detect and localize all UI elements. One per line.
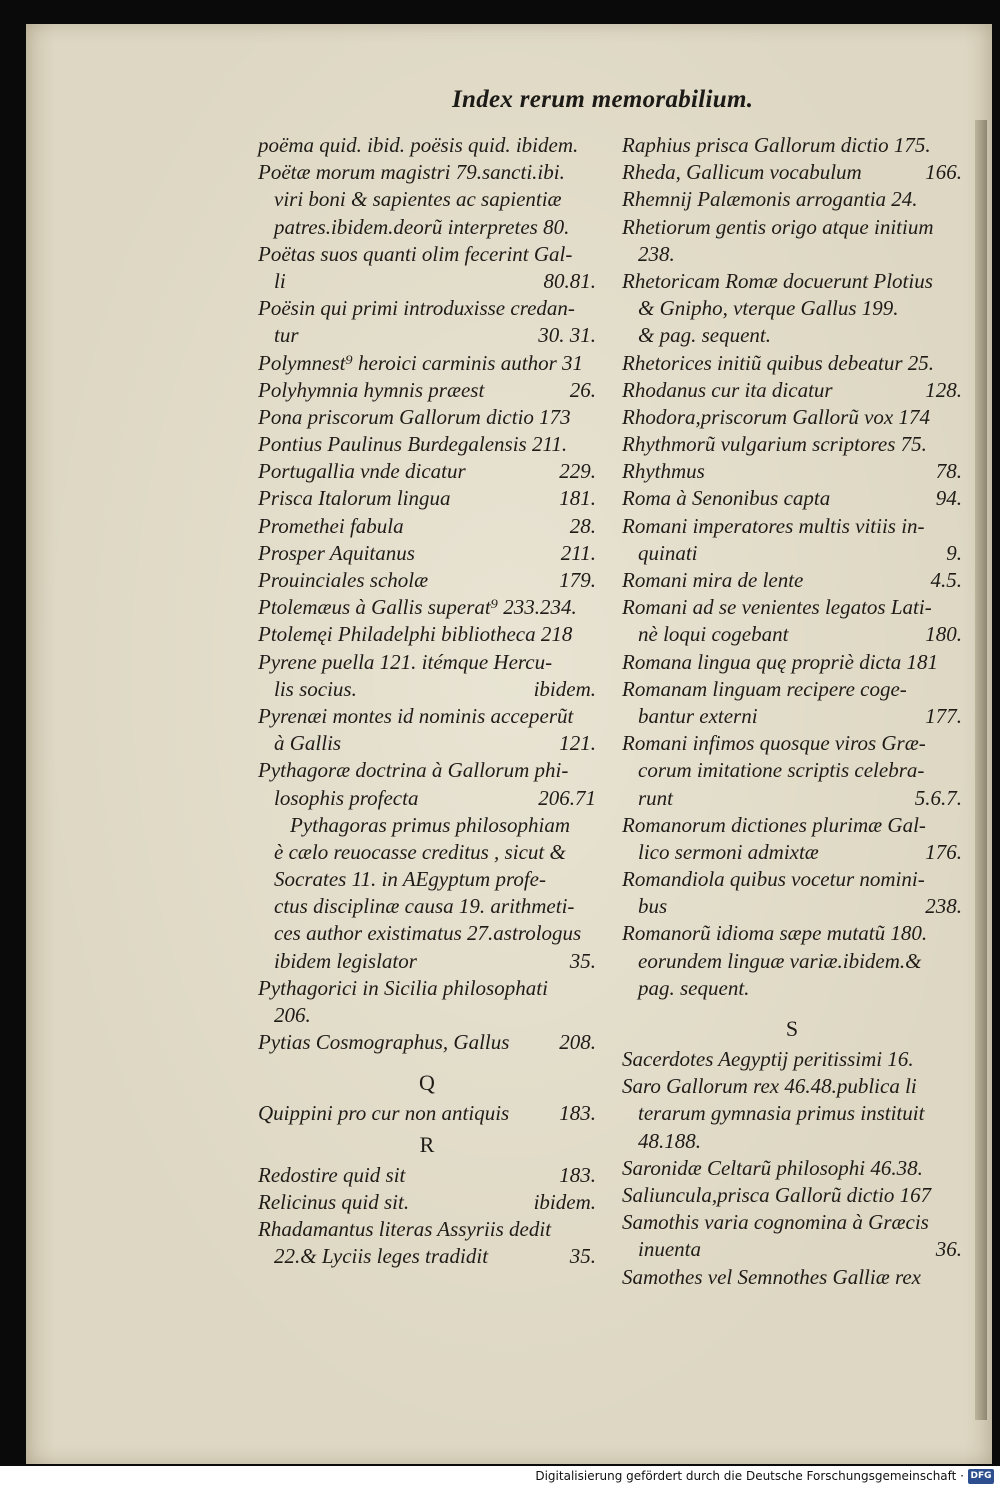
entry-text: Roma à Senonibus capta (622, 486, 831, 511)
entry-text: Romani infimos quosque viros Græ- (622, 731, 926, 756)
entry-text: Rhetiorum gentis origo atque initium (622, 214, 934, 239)
entry-text: poëma quid. ibid. poësis quid. ibidem. (258, 133, 579, 157)
entry-page-ref: 121. (559, 731, 596, 756)
index-entry-line (622, 540, 962, 567)
entry-text: Pytias Cosmographus, Gallus (258, 1030, 510, 1055)
index-entry-line (258, 1002, 596, 1029)
index-entry-line (258, 322, 596, 349)
entry-page-ref: 35. (569, 948, 596, 973)
entry-text: Romani ad se venientes legatos Lati- (622, 595, 932, 620)
entry-text: eorundem linguæ variæ.ibidem.& (638, 948, 922, 973)
index-entry-line (622, 350, 962, 377)
entry-text: 48.188. (638, 1128, 701, 1153)
entry-page-ref: 177. (925, 703, 962, 728)
index-entries-r-cont (622, 132, 962, 1002)
section-letter-q: Q (419, 1070, 435, 1096)
index-entry-line (622, 1236, 962, 1263)
entry-text: Rhythmus (622, 459, 705, 484)
entry-page-ref: 78. (935, 459, 962, 484)
index-entry-line (622, 1100, 962, 1127)
entry-text: Prisca Italorum lingua (258, 486, 451, 511)
index-entry-line (622, 948, 962, 975)
entry-text: Romandiola quibus vocetur nomini- (622, 867, 925, 892)
index-entry-line (622, 241, 962, 268)
entry-page-ref: 26. (569, 377, 596, 402)
entry-page-ref: 211. (560, 540, 596, 565)
entry-text: Romanorum dictiones plurimæ Gal- (622, 812, 926, 837)
entry-text: patres.ibidem.deorũ interpretes 80. (274, 214, 570, 239)
entry-page-ref: 183. (559, 1101, 596, 1126)
entry-text: Romanorũ idioma sæpe mutatũ 180. (622, 921, 928, 946)
entry-text: Samothis varia cognomina à Græcis (622, 1210, 929, 1235)
entry-text: Rhetoricam Romæ docuerunt Plotius (622, 268, 933, 293)
index-entry-line (622, 621, 962, 648)
entry-text: Saliuncula,prisca Gallorũ dictio 167 (622, 1182, 932, 1207)
entry-page-ref: 9. (946, 540, 962, 565)
index-entry-line (622, 1182, 962, 1209)
page-edge (975, 120, 987, 1420)
entry-page-ref: 5.6.7. (914, 785, 962, 810)
entry-text: Promethei fabula (258, 513, 404, 538)
entry-page-ref: 181. (559, 486, 596, 511)
entry-page-ref: 80.81. (543, 268, 596, 293)
entry-text: & Gnipho, vterque Gallus 199. (638, 296, 899, 321)
index-entry-line (258, 241, 596, 268)
entry-page-ref: 28. (569, 513, 596, 538)
entry-text: Rhythmorũ vulgarium scriptores 75. (622, 432, 927, 457)
entry-text: corum imitatione scriptis celebra- (638, 758, 925, 783)
index-entry-line (622, 730, 962, 757)
entry-text: Pythagorici in Sicilia philosophati (258, 975, 548, 1000)
index-entry-line (258, 295, 596, 322)
index-entry-line (258, 676, 596, 703)
entry-text: Poësin qui primi introduxisse credan- (258, 296, 575, 321)
index-entry-line (622, 757, 962, 784)
index-entry-line (258, 350, 596, 377)
entry-text: Socrates 11. in AEgyptum profe- (274, 867, 546, 892)
index-entry-line (622, 839, 962, 866)
index-entry-line (258, 839, 596, 866)
entry-text: bus (638, 894, 668, 919)
entry-text: Poëtas suos quanti olim fecerint Gal- (258, 241, 573, 266)
index-entry-line (622, 785, 962, 812)
section-letter-r: R (419, 1131, 435, 1157)
entry-text: & pag. sequent. (638, 323, 771, 348)
index-entry-line (622, 649, 962, 676)
entry-text: terarum gymnasia primus instituit (638, 1101, 925, 1126)
entry-text: Rhodora,priscorum Gallorũ vox 174 (622, 404, 930, 429)
entry-page-ref: 36. (935, 1237, 962, 1262)
index-entry-line (622, 404, 962, 431)
entry-text: Pythagoras primus philosophiam (290, 812, 571, 837)
index-entry-line (622, 458, 962, 485)
entry-text: Quippini pro cur non antiquis (258, 1101, 510, 1126)
index-entry-line (258, 594, 596, 621)
section-letter-s: S (785, 1016, 799, 1041)
entry-text: tur (274, 323, 299, 348)
index-entry-line (258, 1189, 596, 1216)
entry-text: Pyrene puella 121. itémque Hercu- (258, 649, 553, 674)
entry-page-ref: 179. (559, 568, 596, 592)
entry-text: 22.& Lyciis leges tradidit (274, 1244, 489, 1269)
entry-page-ref: 208. (559, 1030, 596, 1055)
index-entry-line (622, 1073, 962, 1100)
entry-text: Pona priscorum Gallorum dictio 173 (258, 404, 571, 429)
entry-text: quinati (638, 540, 698, 565)
index-entry-line (622, 268, 962, 295)
index-entry-line (622, 920, 962, 947)
entry-text: Ptolemęi Philadelphi bibliotheca 218 (258, 622, 573, 647)
index-entry-line (622, 1264, 962, 1291)
entry-text: Portugallia vnde dicatur (258, 459, 466, 484)
index-entry-line (258, 214, 596, 241)
entry-page-ref: ibidem. (533, 1189, 596, 1214)
index-entry-line (622, 975, 962, 1002)
entry-text: Saro Gallorum rex 46.48.publica li (622, 1074, 917, 1099)
entry-text: 238. (638, 241, 675, 266)
index-entries-p (258, 132, 596, 1056)
index-entries-q (258, 1100, 596, 1127)
index-entry-line (622, 866, 962, 893)
index-entry-line (622, 322, 962, 349)
entry-text: 206. (274, 1003, 311, 1027)
index-entry-line (622, 703, 962, 730)
running-head: Index rerum memorabilium. (452, 86, 754, 113)
entry-page-ref: 166. (925, 160, 962, 185)
index-entry-line (622, 812, 962, 839)
index-entry-line (258, 186, 596, 213)
index-entry-line (258, 920, 596, 947)
index-entry-line (258, 649, 596, 676)
index-entry-line (622, 377, 962, 404)
index-entry-line (622, 214, 962, 241)
index-entry-line (622, 567, 962, 594)
entry-text: viri boni & sapientes ac sapientiæ (274, 187, 562, 212)
entry-page-ref: 183. (559, 1162, 596, 1187)
footer-bar (0, 1466, 1000, 1488)
funding-notice: Digitalisierung gefördert durch die Deutsche Forschungsgemeinschaft · (535, 1469, 964, 1483)
entry-page-ref: 206.71 (538, 785, 596, 810)
index-entry-line (258, 730, 596, 757)
index-entry-line (622, 1046, 962, 1073)
entry-text: Prosper Aquitanus (258, 540, 415, 565)
index-entry-line (622, 513, 962, 540)
entry-text: runt (638, 785, 674, 810)
entry-text: Rheda, Gallicum vocabulum (622, 160, 862, 185)
entry-text: Pyrenæi montes id nominis acceperũt (258, 703, 574, 728)
entry-page-ref: 229. (559, 459, 596, 484)
index-entry-line (258, 1243, 596, 1270)
index-entry-line (258, 1100, 596, 1127)
entry-text: Romanam linguam recipere coge- (622, 676, 907, 701)
entry-text: Rhadamantus literas Assyriis dedit (258, 1216, 552, 1241)
entry-page-ref: 4.5. (930, 568, 962, 592)
entry-text: Pythagoræ doctrina à Gallorum phi- (258, 758, 569, 783)
entry-text: li (274, 268, 286, 293)
index-entry-line (258, 431, 596, 458)
entry-text: Rhetorices initiũ quibus debeatur 25. (622, 350, 935, 375)
index-entry-line (258, 866, 596, 893)
index-entry-line (258, 757, 596, 784)
entry-text: Samothes vel Semnothes Galliæ rex (622, 1264, 921, 1289)
index-entry-line (622, 295, 962, 322)
index-entry-line (258, 404, 596, 431)
entry-text: Saronidæ Celtarũ philosophi 46.38. (622, 1155, 923, 1180)
index-entry-line (258, 513, 596, 540)
entry-text: inuenta (638, 1237, 701, 1262)
index-entry-line (258, 948, 596, 975)
entry-page-ref: 35. (569, 1244, 596, 1269)
index-entry-line (258, 567, 596, 594)
index-entry-line (258, 703, 596, 730)
index-entries-r (258, 1162, 596, 1271)
entry-text: Rhemnij Palæmonis arrogantia 24. (622, 187, 918, 212)
index-entry-line (258, 540, 596, 567)
entry-text: pag. sequent. (638, 975, 750, 1000)
entry-text: Ptolemæus à Gallis superat⁹ 233.234. (258, 595, 577, 620)
index-entry-line (622, 676, 962, 703)
index-entry-line (622, 1155, 962, 1182)
index-entry-line (258, 621, 596, 648)
entry-page-ref: 238. (925, 894, 962, 919)
index-entry-line (622, 431, 962, 458)
index-entry-line (622, 1128, 962, 1155)
index-entry-line (622, 186, 962, 213)
entry-text: Raphius prisca Gallorum dictio 175. (622, 133, 931, 157)
index-entry-line (622, 594, 962, 621)
index-entries-s (622, 1046, 962, 1291)
entry-page-ref: 128. (925, 377, 962, 402)
entry-text: Romana lingua quę propriè dicta 181 (622, 649, 938, 674)
entry-text: bantur externi (638, 703, 758, 728)
entry-text: ibidem legislator (274, 948, 417, 973)
entry-page-ref: 180. (925, 622, 962, 647)
index-entry-line (622, 893, 962, 920)
dfg-logo: DFG (968, 1469, 994, 1484)
entry-text: Relicinus quid sit. (258, 1189, 410, 1214)
entry-text: Rhodanus cur ita dicatur (622, 377, 833, 402)
entry-text: ctus disciplinæ causa 19. arithmeti- (274, 894, 575, 919)
entry-text: lis socius. (274, 676, 357, 701)
entry-text: Poëtæ morum magistri 79.sancti.ibi. (258, 160, 565, 185)
entry-text: Pontius Paulinus Burdegalensis 211. (258, 432, 568, 457)
entry-page-ref: 176. (925, 839, 962, 864)
entry-text: Prouinciales scholæ (258, 568, 429, 592)
entry-text: ces author existimatus 27.astrologus (274, 921, 582, 946)
index-entry-line (258, 975, 596, 1002)
left-column (258, 132, 596, 1270)
index-entry-line (622, 159, 962, 186)
entry-text: losophis profecta (274, 785, 419, 810)
index-entry-line (258, 485, 596, 512)
index-entry-line (258, 458, 596, 485)
index-entry-line (258, 785, 596, 812)
entry-text: nè loqui cogebant (638, 622, 789, 647)
index-entry-line (622, 1209, 962, 1236)
entry-page-ref: 30. 31. (538, 323, 596, 348)
right-column (622, 132, 962, 1291)
entry-page-ref: ibidem. (533, 676, 596, 701)
entry-text: à Gallis (274, 731, 342, 756)
index-entry-line (258, 812, 596, 839)
entry-text: Polymnest⁹ heroici carminis author 31 (258, 350, 583, 375)
entry-text: Redostire quid sit (258, 1162, 406, 1187)
index-entry-line (258, 159, 596, 186)
entry-text: è cælo reuocasse creditus , sicut & (274, 839, 566, 864)
index-entry-line (258, 1029, 596, 1056)
entry-page-ref: 94. (935, 486, 962, 511)
entry-text: Romani mira de lente (622, 568, 804, 592)
entry-text: Sacerdotes Aegyptij peritissimi 16. (622, 1047, 914, 1071)
index-entry-line (258, 1216, 596, 1243)
index-entry-line (258, 132, 596, 159)
index-entry-line (622, 132, 962, 159)
entry-text: lico sermoni admixtæ (638, 839, 819, 864)
index-entry-line (258, 377, 596, 404)
index-entry-line (258, 268, 596, 295)
entry-text: Polyhymnia hymnis præest (258, 377, 485, 402)
index-entry-line (622, 485, 962, 512)
index-entry-line (258, 893, 596, 920)
index-entry-line (258, 1162, 596, 1189)
entry-text: Romani imperatores multis vitiis in- (622, 513, 925, 538)
